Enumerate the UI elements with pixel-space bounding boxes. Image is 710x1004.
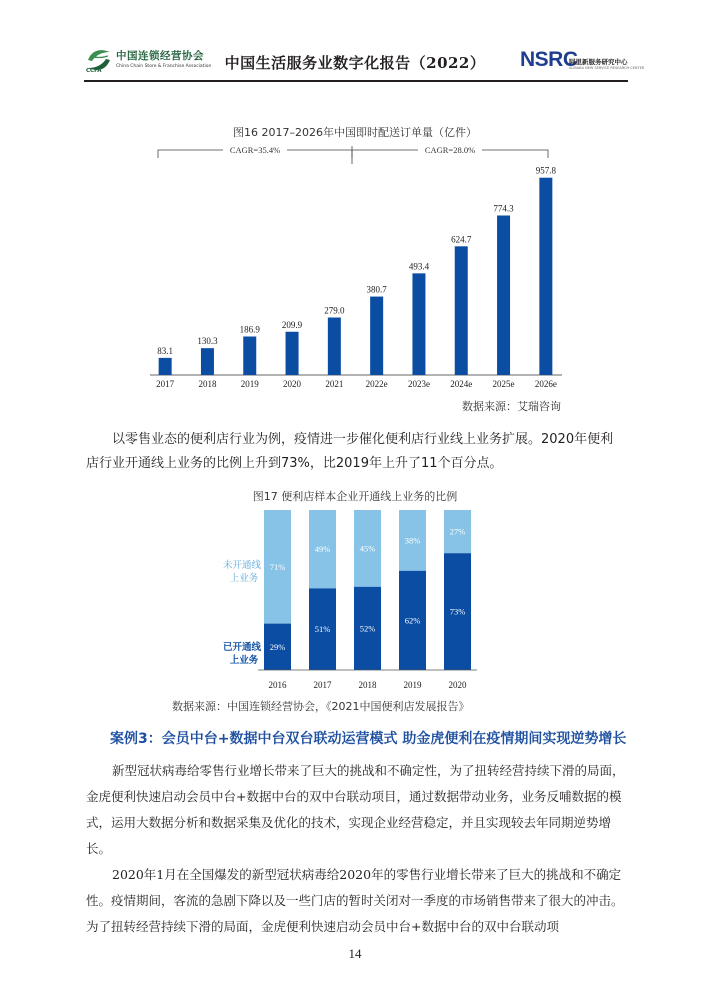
value-label-2025e: 774.3	[493, 203, 514, 214]
legend-not-opened-line1: 未开通线	[222, 560, 262, 571]
ccfa-abbr: CCFA	[86, 68, 102, 74]
tick-label-2018: 2018	[358, 680, 377, 690]
tick-label-2023e: 2023e	[407, 379, 430, 389]
tick-label-2020: 2020	[283, 379, 302, 389]
value-label-2019: 186.9	[239, 324, 260, 335]
label-opened-2018: 52%	[359, 623, 376, 634]
nsrc-abbr: NSRC	[520, 48, 578, 71]
report-title: 中国生活服务业数字化报告（2022）	[224, 54, 486, 72]
tick-label-2020: 2020	[448, 680, 467, 690]
case-heading: 案例3：会员中台+数据中台双台联动运营模式 助金虎便利在疫情期间实现逆势增长	[110, 731, 627, 747]
label-opened-2016: 29%	[269, 641, 286, 652]
value-label-2022e: 380.7	[366, 284, 387, 295]
paragraph-case-intro: 新型冠状病毒给零售行业增长带来了巨大的挑战和不确定性，为了扭转经营持续下滑的局面，金虎便利快速启动会员中台+数据中台的双中台联动项目，通过数据带动业务，业务反哺数据的模式，运用大数据分析和数据采集及优化的技术，实现企业经营稳定，并且实现较去年同期逆势增长。	[86, 763, 625, 856]
tick-label-2025e: 2025e	[492, 379, 515, 389]
tick-label-2016: 2016	[268, 680, 287, 690]
nsrc-name-en: ALIBABA NEW SERVICE RESEARCH CENTER	[569, 66, 645, 70]
tick-label-2018: 2018	[198, 379, 217, 389]
cagr-label-1: CAGR=35.4%	[229, 145, 281, 155]
label-not-opened-2016: 71%	[269, 561, 286, 572]
tick-label-2017: 2017	[313, 680, 332, 690]
value-label-2020: 209.9	[281, 319, 303, 330]
value-label-2026e: 957.8	[535, 165, 556, 176]
value-label-2023e: 493.4	[408, 261, 430, 272]
tick-label-2017: 2017	[156, 379, 175, 389]
legend-opened-line1: 已开通线	[222, 642, 262, 653]
paragraph-convenience-store: 以零售业态的便利店行业为例，疫情进一步催化便利店行业线上业务扩展。2020年便利店行业开通线上业务的比例上升到73%，比2019年上升了11个百分点。	[86, 432, 614, 471]
figure16-caption: 图16 2017–2026年中国即时配送订单量（亿件）	[233, 126, 477, 139]
tick-label-2019: 2019	[403, 680, 422, 690]
label-opened-2017: 51%	[314, 624, 331, 635]
nsrc-name-cn: 阿里新服务研究中心	[569, 58, 628, 66]
cagr-label-2: CAGR=28.0%	[424, 145, 476, 155]
tick-label-2019: 2019	[240, 379, 259, 389]
ccfa-name-en: China Chain Store & Franchise Association	[116, 64, 212, 69]
label-not-opened-2020: 27%	[449, 526, 466, 537]
figure16-source: 数据来源：艾瑞咨询	[462, 400, 561, 413]
figure17-caption: 图17 便利店样本企业开通线上业务的比例	[252, 490, 458, 503]
label-opened-2019: 62%	[404, 615, 421, 626]
paragraph-case-detail: 2020年1月在全国爆发的新型冠状病毒给2020年的零售行业增长带来了巨大的挑战和不确定性。疫情期间，客流的急剧下降以及一些门店的暂时关闭对一季度的市场销售带来了很大的冲击。为了扭转经营持续下滑的局面，金虎便利快速启动会员中台+数据中台的双中台联动项	[86, 867, 624, 934]
page-number: 14	[348, 946, 362, 961]
ccfa-name-cn: 中国连锁经营协会	[116, 50, 204, 62]
value-label-2017: 83.1	[157, 345, 174, 356]
value-label-2018: 130.3	[197, 336, 218, 347]
tick-label-2026e: 2026e	[534, 379, 557, 389]
legend-opened-line2: 上业务	[229, 655, 259, 666]
tick-label-2024e: 2024e	[450, 379, 473, 389]
label-not-opened-2019: 38%	[404, 535, 421, 546]
value-label-2021: 279.0	[324, 305, 345, 316]
tick-label-2022e: 2022e	[365, 379, 388, 389]
value-label-2024e: 624.7	[451, 234, 472, 245]
figure17-source: 数据来源：中国连锁经营协会，《2021中国便利店发展报告》	[172, 700, 470, 713]
label-not-opened-2017: 49%	[314, 544, 331, 555]
label-not-opened-2018: 45%	[359, 543, 376, 554]
legend-not-opened-line2: 上业务	[229, 573, 259, 584]
tick-label-2021: 2021	[325, 379, 344, 389]
label-opened-2020: 73%	[449, 606, 466, 617]
